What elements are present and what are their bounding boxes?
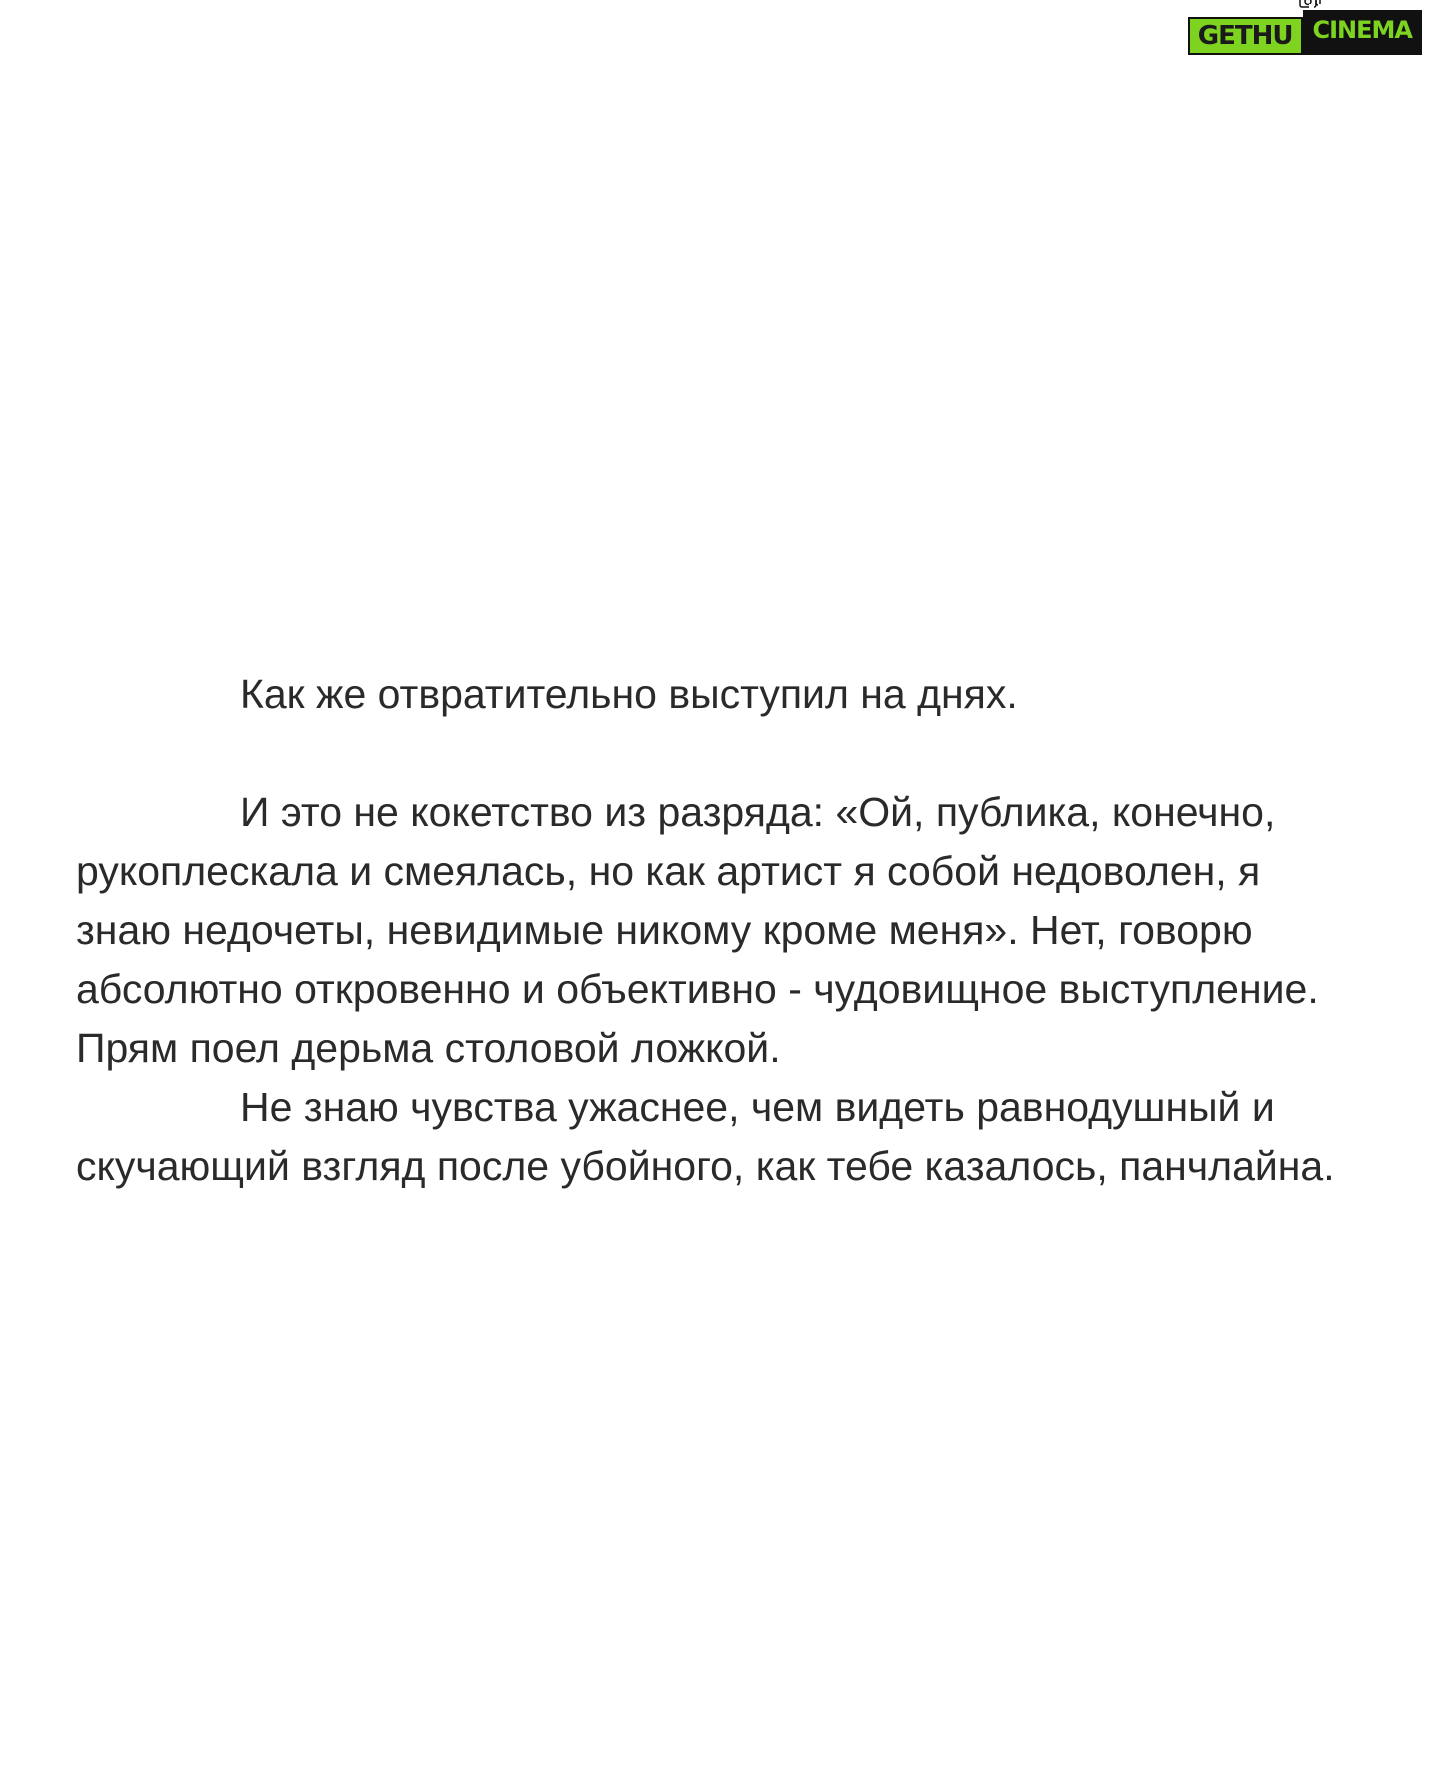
watermark-part2: CINEMA [1312, 16, 1412, 44]
watermark-part1: GETHU [1188, 17, 1303, 55]
paragraph-1: И это не кокетство из разряда: «Ой, публика, конечно, рукоплескала и смеялась, но как артист я собой недоволен, я знаю недочеты, невидимые никому кроме меня». Нет, говорю абсолютно откровенно и объективно - чудовищное выступление. Прям поел дерьма столовой ложкой. [76, 789, 1319, 1071]
watermark-logo [1188, 10, 1422, 55]
opening-line: Как же отвратительно выступил на днях. [240, 671, 1018, 717]
blank-line [76, 724, 1366, 783]
film-strip-icon [1309, 57, 1416, 61]
document-body [76, 665, 1366, 1196]
film-strip-icon [1309, 4, 1416, 8]
paragraph-2: Не знаю чувства ужаснее, чем видеть равнодушный и скучающий взгляд после убойного, как тебе казалось, панчлайна. [76, 1084, 1335, 1189]
watermark-part2-box [1303, 10, 1422, 55]
